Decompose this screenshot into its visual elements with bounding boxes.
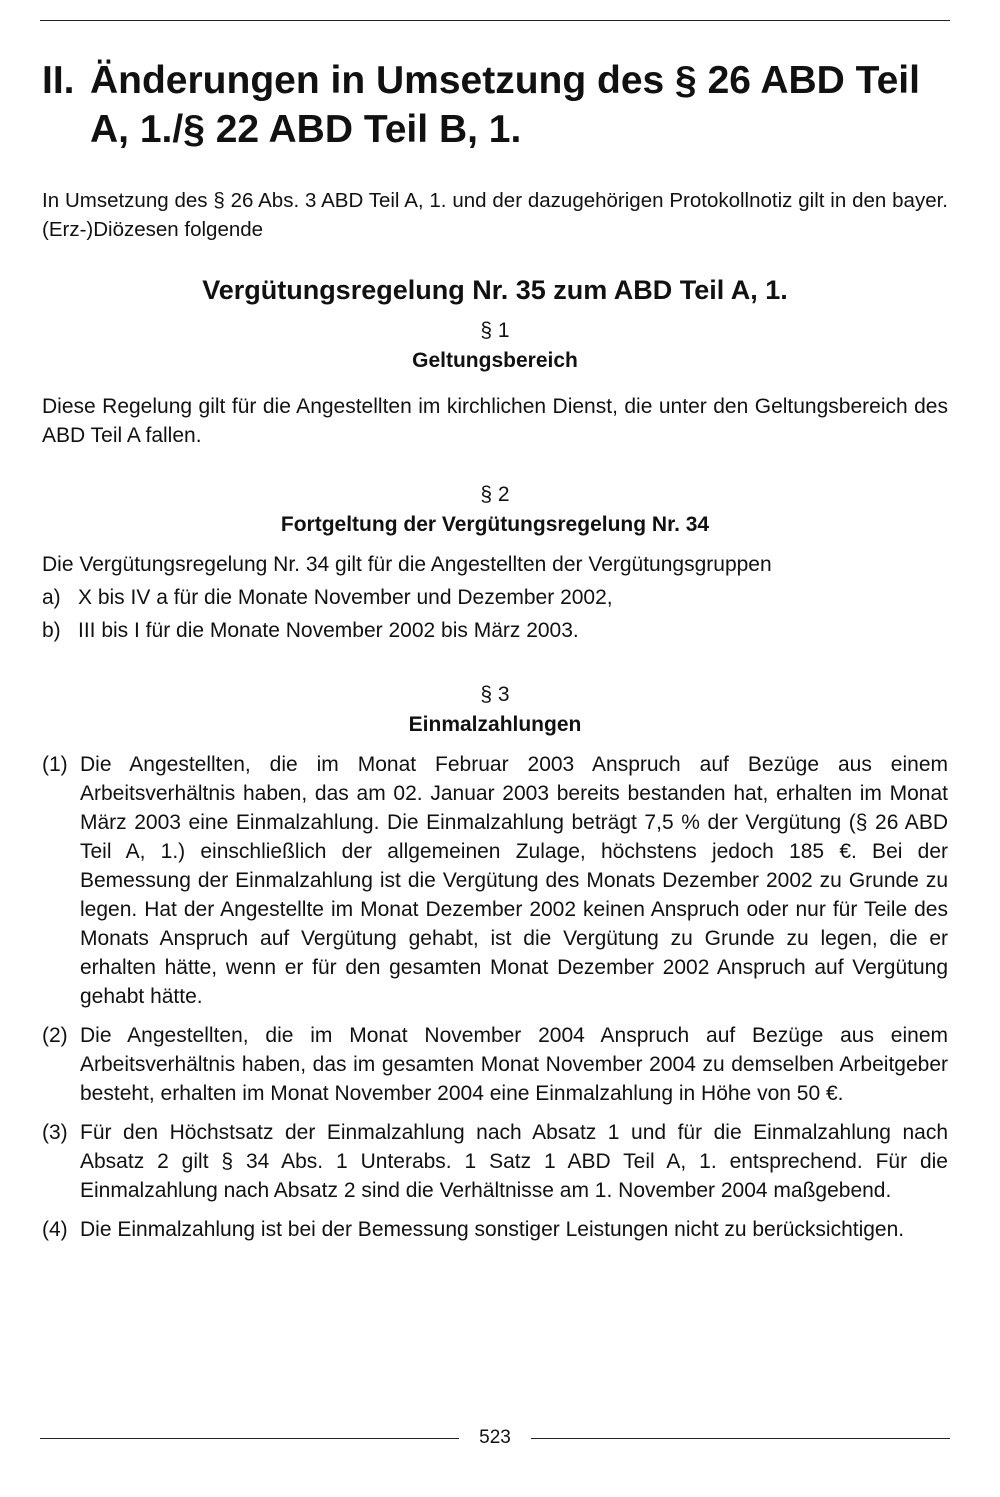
list-item [42,1215,948,1244]
list-text: Die Angestellten, die im Monat November 2004 Anspruch auf Bezüge aus einem Arbeitsverhältnis haben, das im gesamten Monat November 2004 zu demselben Arbeitgeber besteht, erhalten im Monat November 2004 eine Einmalzahlung in Höhe von 50 €. [80,1024,948,1105]
list-marker: (1) [42,753,68,776]
section-heading: Einmalzahlungen [408,713,582,736]
chapter-number: II. [42,59,75,102]
list-item [42,616,948,645]
section-text: Diese Regelung gilt für die Angestellten im kirchlichen Dienst, die unter den Geltungsbereich des ABD Teil A fallen. [42,395,948,447]
footer-rule-right [531,1438,950,1439]
chapter-title-text: Änderungen in Umsetzung des § 26 ABD Teil A, 1./§ 22 ABD Teil B, 1. [90,59,920,151]
list-item [42,1021,948,1108]
chapter-title [42,56,948,154]
list-item [42,583,948,612]
page-number: 523 [479,1427,511,1448]
list-item [42,1118,948,1205]
intro-paragraph: In Umsetzung des § 26 Abs. 3 ABD Teil A, 1. und der dazugehörigen Protokollnotiz gilt in den bayer. (Erz-)Diözesen folgende [42,189,948,241]
section-heading: Geltungsbereich [412,349,578,372]
footer-rule-left [40,1438,459,1439]
list-marker: b) [42,619,61,642]
section-2 [42,480,948,645]
list-marker: (4) [42,1218,68,1241]
page-footer [40,1426,950,1450]
list-text: Für den Höchstsatz der Einmalzahlung nach Absatz 1 und für die Einmalzahlung nach Absatz 2 gilt § 34 Abs. 1 Unterabs. 1 Satz 1 ABD Teil A, 1. entsprechend. Für die Einmalzahlung nach Absatz 2 sind die Verhältnisse am 1. November 2004 maßgebend. [80,1121,948,1202]
section-number: § 2 [480,483,510,506]
list-item [42,750,948,1011]
list-marker: (3) [42,1121,68,1144]
letter-list [42,583,948,645]
regulation-title: Vergütungsregelung Nr. 35 zum ABD Teil A, 1. [202,275,788,305]
list-text: III bis I für die Monate November 2002 bis März 2003. [78,619,579,642]
section-number: § 1 [480,319,510,342]
list-text: Die Angestellten, die im Monat Februar 2003 Anspruch auf Bezüge aus einem Arbeitsverhältnis haben, das am 02. Januar 2003 bereits bestanden hat, erhalten im Monat März 2003 eine Einmalzahlung. Die Einmalzahlung beträgt 7,5 % der Vergütung (§ 26 ABD Teil A, 1.) einschließlich der allgemeinen Zulage, höchstens jedoch 185 €. Bei der Bemessung der Einmalzahlung ist die Vergütung des Monats Dezember 2002 zu Grunde zu legen. Hat der Angestellte im Monat Dezember 2002 keinen Anspruch oder nur für Teile des Monats Anspruch auf Vergütung gehabt, ist die Vergütung zu Grunde zu legen, die er erhalten hätte, wenn er für den gesamten Monat Dezember 2002 Anspruch auf Vergütung gehabt hätte. [80,753,948,1008]
list-text: X bis IV a für die Monate November und Dezember 2002, [78,586,613,609]
list-text: Die Einmalzahlung ist bei der Bemessung sonstiger Leistungen nicht zu berücksichtigen. [80,1218,905,1241]
document-page [42,56,948,1244]
numbered-list [42,750,948,1244]
section-3 [42,680,948,1244]
section-number: § 3 [480,683,510,706]
list-marker: (2) [42,1024,68,1047]
list-marker: a) [42,586,61,609]
top-rule [40,20,950,21]
section-heading: Fortgeltung der Vergütungsregelung Nr. 34 [280,513,710,536]
section-1 [42,316,948,450]
section-text: Die Vergütungsregelung Nr. 34 gilt für die Angestellten der Vergütungsgruppen [42,553,772,576]
